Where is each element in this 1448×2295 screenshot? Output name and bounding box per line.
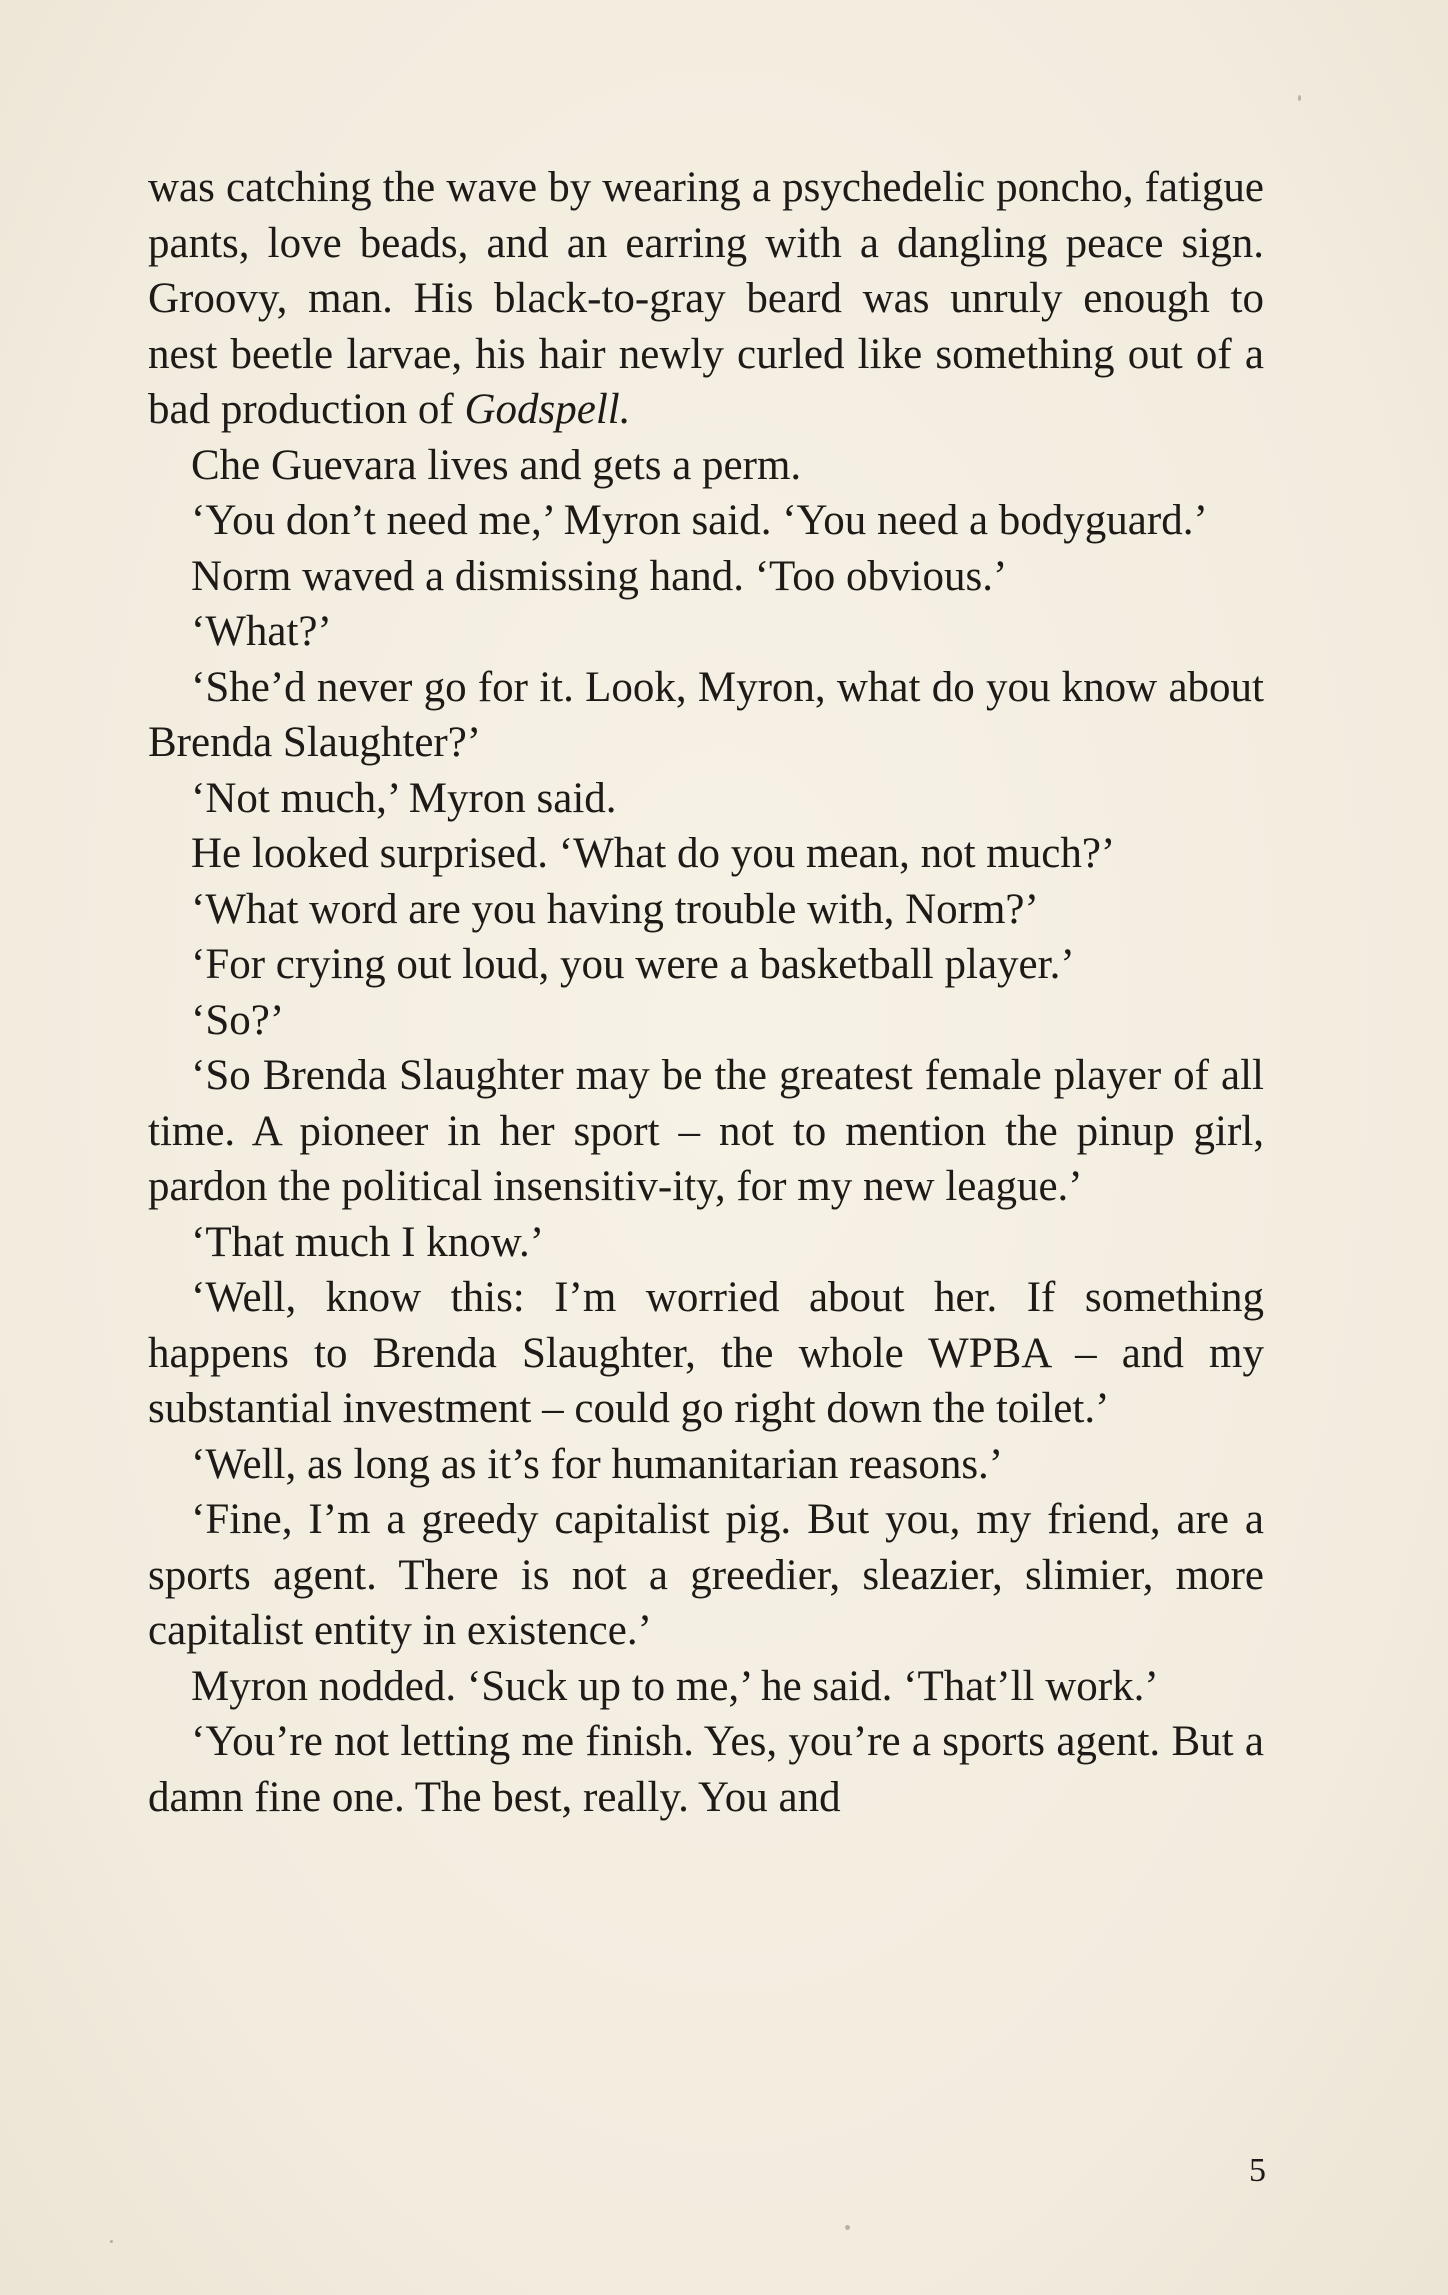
paragraph-2: Che Guevara lives and gets a perm. — [191, 441, 802, 489]
paragraph-1: was catching the wave by wearing a psychedelic poncho, fatigue pants, love beads, and an earring with a dangling peace sign. Groovy, man. His black-to-gray beard was unruly enough to nest beetle larvae, his hair newly curled like something out of a bad production of Godspell. — [148, 164, 1264, 433]
paragraph-14: ‘Well, know this: I’m worried about her. If something happens to Brenda Slaughter, the whole WPBA – and my substantial investment – could go right down the toilet.’ — [148, 1274, 1264, 1432]
paragraph-15: ‘Well, as long as it’s for humanitarian reasons.’ — [191, 1440, 1004, 1488]
paragraph-16: ‘Fine, I’m a greedy capitalist pig. But you, my friend, are a sports agent. There is not a greedier, sleazier, slimier, more capitalist entity in existence.’ — [148, 1496, 1264, 1654]
paragraph-7: ‘Not much,’ Myron said. — [191, 774, 617, 822]
body-text — [148, 160, 1264, 1825]
paper-speck — [845, 2225, 850, 2230]
paragraph-13: ‘That much I know.’ — [191, 1218, 545, 1266]
page-number: 5 — [1249, 2152, 1266, 2189]
paragraph-9: ‘What word are you having trouble with, Norm?’ — [191, 885, 1039, 933]
paragraph-18: ‘You’re not letting me finish. Yes, you’re a sports agent. But a damn fine one. The best, really. You and — [148, 1718, 1264, 1821]
book-title-italic: Godspell. — [464, 386, 631, 433]
paper-speck — [110, 2240, 113, 2243]
paragraph-6: ‘She’d never go for it. Look, Myron, what do you know about Brenda Slaughter?’ — [148, 663, 1264, 766]
paragraph-17: Myron nodded. ‘Suck up to me,’ he said. ‘That’ll work.’ — [191, 1662, 1159, 1710]
paragraph-5: ‘What?’ — [191, 608, 332, 655]
paper-speck — [1298, 95, 1301, 101]
paragraph-12: ‘So Brenda Slaughter may be the greatest female player of all time. A pioneer in her sport – not to mention the pinup girl, pardon the political insensitiv-ity, for my new league.’ — [148, 1052, 1264, 1210]
paragraph-4: Norm waved a dismissing hand. ‘Too obvious.’ — [191, 552, 1008, 600]
paragraph-10: ‘For crying out loud, you were a basketball player.’ — [191, 941, 1075, 988]
paragraph-3: ‘You don’t need me,’ Myron said. ‘You need a bodyguard.’ — [191, 497, 1208, 544]
paragraph-11: ‘So?’ — [191, 996, 285, 1044]
paragraph-8: He looked surprised. ‘What do you mean, not much?’ — [191, 830, 1116, 877]
